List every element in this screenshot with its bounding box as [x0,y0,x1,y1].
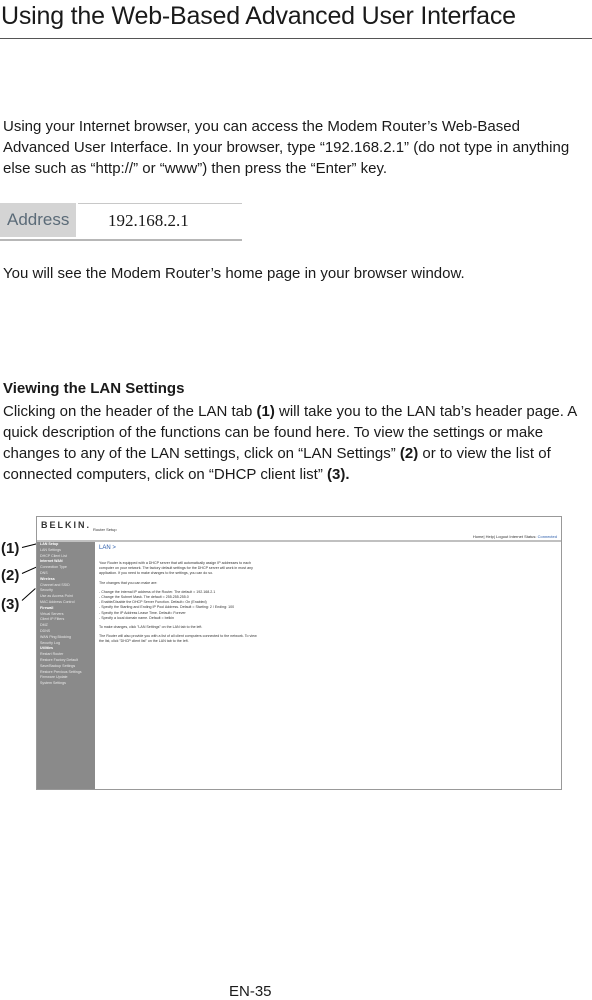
router-sidebar-item: Security Log [40,640,60,645]
router-sidebar-item: Internet WAN [40,559,63,564]
router-sidebar-item: Save/Backup Settings [40,663,76,668]
router-header [37,517,561,540]
router-sidebar-item: Firmware Update [40,675,68,680]
router-content-line: computer on your network. The factory default settings for the DHCP server will work in most any [99,566,253,571]
router-sidebar-item: Restore Factory Default [40,657,78,662]
router-sidebar-item: Use as Access Point [40,594,73,599]
router-content-line: the list, click "DHCP client list" on the LAN tab to the left. [99,639,189,644]
router-sidebar-item: WAN Ping Blocking [40,634,72,639]
router-sidebar-item: DHCP Client List [40,553,67,558]
callout-ref-1: (1) [256,403,275,420]
router-sidebar-item: MAC Address Control [40,599,75,604]
router-main-content [99,545,554,645]
intro-paragraph: Using your Internet browser, you can access the Modem Router’s Web-Based Advanced User Interface. In your browser, type “192.168.2.1” (do not type in anything else such as “http://” or “www”) then press the “Enter” key. [3,118,570,177]
router-sidebar [37,542,95,789]
router-sidebar-item: Restore Previous Settings [40,669,82,674]
router-content-line: The changes that you can make are: [99,580,158,585]
router-content-line: - Change the Subnet Mask. The default = 255.255.255.0 [99,595,189,600]
router-sidebar-item: DDNS [40,628,51,633]
callout-1: (1) [1,540,20,557]
router-content-line: - Specify a local domain name. Default = belkin [99,615,175,620]
section-paragraph: Clicking on the header of the LAN tab (1) will take you to the LAN tab’s header page. A quick description of the functions can be found here. To view the settings or make changes to any of the LAN settings, click on “LAN Settings” (2) or to view the list of connected computers, click on “DHCP client list” (3). [3,403,577,483]
page-number: EN-35 [229,983,272,1000]
router-content-line: - Change the internal IP address of the Router. The default = 192.168.2.1 [99,589,216,594]
router-content-line: - Specify the Starting and Ending IP Pool Address. Default = Starting: 2 / Ending: 100 [99,605,235,610]
router-content-line: Your Router is equipped with a DHCP server that will automatically assign IP addresses to each [99,561,251,565]
router-sidebar-item: Channel and SSID [40,582,70,587]
router-content-line: application. If you need to make changes to the settings, you can do so. [99,571,214,576]
home-page-paragraph: You will see the Modem Router’s home page in your browser window. [3,265,465,282]
router-sidebar-item: Restart Router [40,652,64,657]
router-sidebar-item: DMZ [40,623,48,628]
router-content-line: - Enable/Disable the DHCP Server Function. Default= On (Enabled) [99,600,207,605]
address-value: 192.168.2.1 [78,203,242,238]
title-divider [0,38,592,39]
callout-2: (2) [1,567,20,584]
router-header-divider [37,540,561,542]
router-sidebar-item: DNS [40,570,48,575]
router-page-heading: LAN > [99,545,116,551]
callout-ref-3: (3). [327,466,350,483]
router-sidebar-item: Client IP Filters [40,617,65,622]
callout-ref-2: (2) [399,445,419,462]
router-sidebar-item: Virtual Servers [40,611,64,616]
router-top-links: Home| Help| Logout Internet Status: Connected [472,534,557,539]
address-label: Address [0,203,76,237]
callout-3: (3) [1,596,20,613]
router-sidebar-item: Connection Type [40,565,67,570]
router-content-line: To make changes, click "LAN Settings" on the LAN tab to the left. [99,625,203,630]
router-content-line: - Specify the IP Address Lease Time. Default= Forever [99,610,186,615]
router-sidebar-item: LAN Setup [40,542,59,546]
router-sidebar-item: Firewall [40,605,54,610]
router-setup-title: Router Setup [93,527,117,532]
router-sidebar-item: Security [40,588,53,593]
router-ui-screenshot [36,516,562,790]
router-sidebar-item: LAN Settings [40,547,61,552]
router-sidebar-item: Wireless [40,576,55,581]
section-heading: Viewing the LAN Settings [3,380,185,397]
callout-3-line [22,588,36,601]
router-sidebar-item: System Settings [40,681,66,686]
address-bar [0,203,242,241]
page-title: Using the Web-Based Advanced User Interface [1,2,516,30]
belkin-logo: BELKIN. [41,520,91,530]
router-sidebar-item: Utilities [40,646,53,651]
router-content-line: The Router will also provide you with a list of all client computers connected to the network. To view [99,634,257,639]
